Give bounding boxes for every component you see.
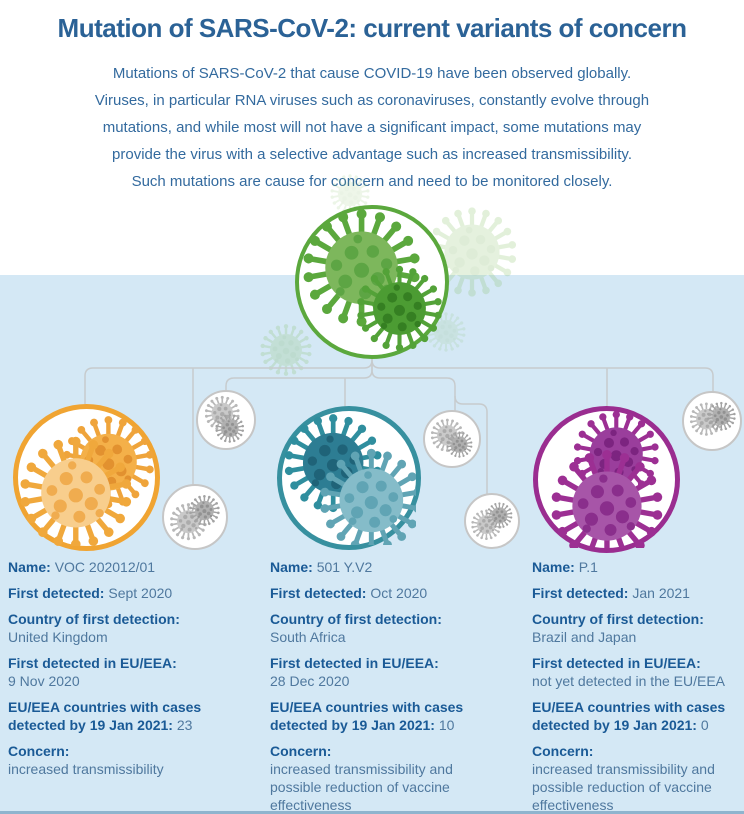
intro-line: Such mutations are cause for concern and need to be monitored closely. [131, 173, 613, 190]
minor-mutation-circle [423, 410, 481, 468]
variant-details-p1 [532, 558, 740, 814]
first-detected-row: First detected: Jan 2021 [532, 585, 690, 601]
variant-circle-501yv2 [277, 406, 421, 550]
minor-mutation-circle [196, 390, 256, 450]
case-count-row: EU/EEA countries with cases detected by 19 Jan 2021: 23 [8, 699, 202, 733]
minor-mutation-circle [682, 391, 742, 451]
country-row: Country of first detection: Brazil and Japan [532, 611, 704, 645]
intro-line: Viruses, in particular RNA viruses such as coronaviruses, constantly evolve through [94, 92, 650, 109]
page-title: Mutation of SARS-CoV-2: current variants of concern [57, 13, 687, 43]
first-detected-row: First detected: Oct 2020 [270, 585, 428, 601]
variant-details-501yv2 [270, 558, 498, 814]
concern-row: Concern: increased transmissibility [8, 743, 164, 777]
intro-line: mutations, and while most will not have a significant impact, some mutations may [102, 119, 642, 136]
intro-line: provide the virus with a selective advantage such as increased transmissibility. [112, 146, 632, 163]
variant-circle-p1 [533, 406, 680, 553]
country-row: Country of first detection: United Kingdom [8, 611, 180, 645]
minor-mutation-circle [464, 493, 520, 549]
eu-detection-row: First detected in EU/EEA: 28 Dec 2020 [270, 655, 439, 689]
first-detected-row: First detected: Sept 2020 [8, 585, 173, 601]
case-count-row: EU/EEA countries with cases detected by 19 Jan 2021: 10 [270, 699, 464, 733]
eu-detection-row: First detected in EU/EEA: not yet detected in the EU/EEA [532, 655, 726, 689]
parent-virus-circle [295, 205, 449, 359]
intro-line: Mutations of SARS-CoV-2 that cause COVID-19 have been observed globally. [112, 65, 632, 82]
variant-name-row: Name: P.1 [532, 559, 598, 575]
variant-name-row: Name: VOC 202012/01 [8, 559, 156, 575]
intro-paragraph [0, 60, 744, 195]
eu-detection-row: First detected in EU/EEA: 9 Nov 2020 [8, 655, 177, 689]
virus-icon [551, 450, 663, 548]
concern-row: Concern: increased transmissibility and possible reduction of vaccine effectiveness [532, 743, 715, 813]
concern-row: Concern: increased transmissibility and possible reduction of vaccine effectiveness [270, 743, 453, 813]
variant-name-row: Name: 501 Y.V2 [270, 559, 373, 575]
case-count-row: EU/EEA countries with cases detected by 19 Jan 2021: 0 [532, 699, 726, 733]
variant-details-voc-202012-01 [8, 558, 236, 786]
variant-circle-voc-202012-01 [13, 404, 160, 551]
minor-mutation-circle [162, 484, 228, 550]
country-row: Country of first detection: South Africa [270, 611, 442, 645]
